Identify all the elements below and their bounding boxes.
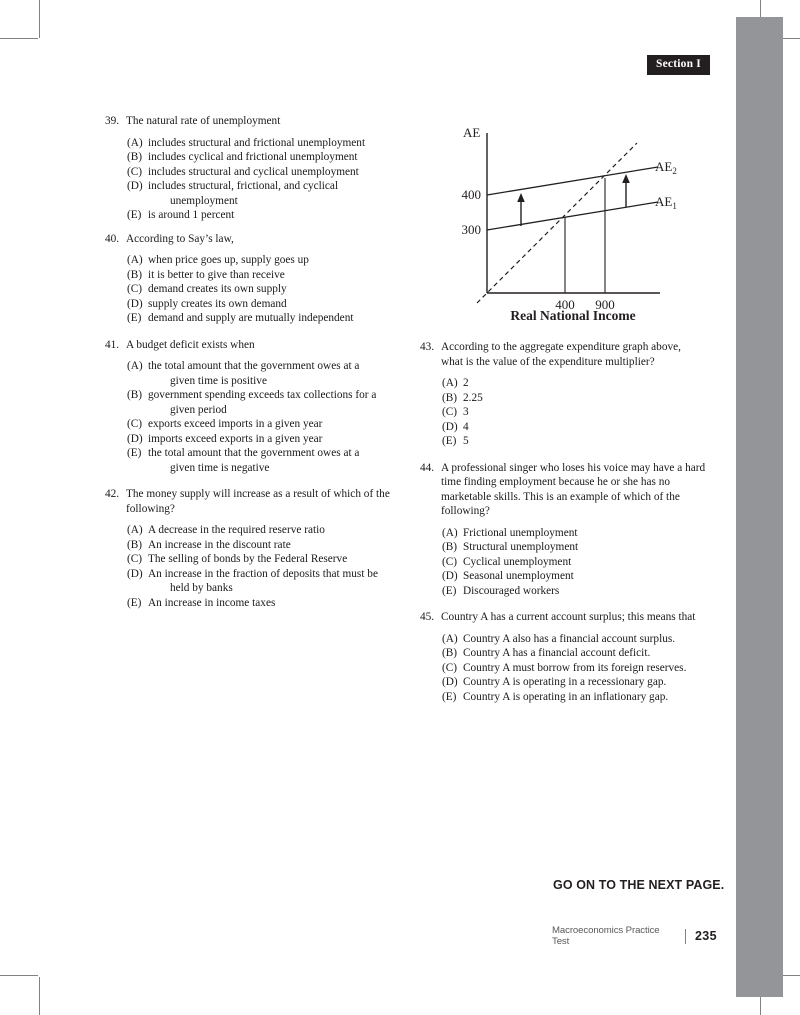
choice-letter: (C)	[442, 406, 458, 419]
choice-text: Discouraged workers	[463, 584, 560, 597]
choice-continuation: given time is negative	[170, 461, 270, 474]
choice-a[interactable]	[105, 523, 405, 538]
choice-b[interactable]	[420, 391, 720, 406]
choice-text: An increase in the fraction of deposits that must be held by banks	[148, 567, 405, 596]
question-number: 44.	[420, 461, 435, 474]
choice-letter: (B)	[127, 538, 143, 551]
chart-y-axis-label: AE	[463, 125, 481, 140]
choice-letter: (B)	[442, 647, 458, 660]
choice-text: demand and supply are mutually independent	[148, 312, 354, 325]
choice-c[interactable]	[420, 661, 720, 676]
choice-list	[420, 526, 720, 599]
crop-mark-bottom-left-vertical	[39, 977, 40, 1015]
question-stem	[420, 340, 720, 369]
question-43	[420, 340, 720, 449]
choice-letter: (C)	[127, 418, 143, 431]
choice-letter: (E)	[442, 690, 457, 703]
choice-e[interactable]	[420, 434, 720, 449]
choice-letter: (E)	[127, 209, 142, 222]
choice-text: Frictional unemployment	[463, 526, 578, 539]
choice-d[interactable]	[105, 297, 405, 312]
crop-mark-top-left-horizontal	[0, 38, 38, 39]
choice-d[interactable]	[105, 567, 405, 596]
choice-text: Country A is operating in an inflationary gap.	[463, 690, 669, 703]
choice-letter: (C)	[442, 661, 458, 674]
question-stem	[105, 338, 405, 353]
chart-shift-arrow-right	[622, 174, 630, 207]
choice-text: An increase in income taxes	[148, 596, 276, 609]
footer-test-name: Macroeconomics Practice Test	[552, 925, 660, 947]
chart-series-label-ae1: $AE_1$	[655, 194, 677, 211]
choice-letter: (C)	[127, 283, 143, 296]
choice-c[interactable]	[105, 552, 405, 567]
choice-b[interactable]	[105, 150, 405, 165]
choice-b[interactable]	[105, 388, 405, 417]
choice-text: 4	[463, 420, 469, 433]
question-40	[105, 232, 405, 326]
question-stem	[105, 114, 405, 129]
choice-b[interactable]	[420, 646, 720, 661]
question-text: According to the aggregate expenditure graph above, what is the value of the expenditure multiplier?	[441, 341, 681, 368]
choice-list	[105, 523, 405, 610]
choice-letter: (B)	[127, 151, 143, 164]
choice-text: includes structural, frictional, and cyclical unemployment	[148, 179, 405, 208]
choice-letter: (A)	[442, 526, 458, 539]
question-number: 39.	[105, 115, 120, 127]
choice-text: exports exceed imports in a given year	[148, 418, 323, 431]
choice-list	[420, 632, 720, 705]
chart-shift-arrow-left	[517, 193, 525, 226]
choice-d[interactable]	[420, 569, 720, 584]
left-question-column	[105, 114, 405, 619]
choice-text: Cyclical unemployment	[463, 555, 572, 568]
choice-letter: (B)	[442, 541, 458, 554]
choice-letter: (D)	[127, 432, 143, 445]
question-number: 45.	[420, 611, 435, 624]
question-text: A professional singer who loses his voice may have a hard time finding employment because he or she has no marketable skills. This is an example of which of the following?	[441, 461, 706, 518]
choice-text: 5	[463, 435, 469, 448]
chart-xtick-900: 900	[595, 297, 615, 312]
choice-c[interactable]	[105, 165, 405, 180]
choice-b[interactable]	[420, 540, 720, 555]
choice-c[interactable]	[420, 555, 720, 570]
choice-a[interactable]	[420, 376, 720, 391]
choice-letter: (C)	[442, 555, 458, 568]
choice-text: when price goes up, supply goes up	[148, 254, 309, 267]
chart-series-ae2	[487, 167, 658, 195]
choice-e[interactable]	[420, 584, 720, 599]
choice-c[interactable]	[105, 417, 405, 432]
right-question-column	[420, 340, 720, 713]
choice-letter: (A)	[127, 136, 143, 149]
choice-text: supply creates its own demand	[148, 297, 287, 310]
choice-letter: (C)	[127, 553, 143, 566]
choice-text: government spending exceeds tax collections for a given period	[148, 388, 405, 417]
choice-letter: (E)	[442, 435, 457, 448]
choice-letter: (D)	[442, 676, 458, 689]
chart-series-label-ae2: $AE_2$	[655, 159, 677, 176]
choice-a[interactable]	[105, 253, 405, 268]
question-number: 42.	[105, 488, 120, 501]
choice-letter: (A)	[127, 524, 143, 537]
question-text: A budget deficit exists when	[126, 338, 255, 351]
choice-letter: (A)	[442, 632, 458, 645]
choice-text: includes cyclical and frictional unemployment	[148, 151, 358, 164]
choice-text: includes structural and frictional unemployment	[148, 136, 366, 149]
question-text: The natural rate of unemployment	[126, 115, 281, 127]
choice-letter: (B)	[127, 389, 143, 402]
page-edge-gray-bar	[736, 17, 783, 997]
choice-text: A decrease in the required reserve ratio	[148, 524, 325, 537]
choice-text: Country A is operating in a recessionary gap.	[463, 676, 667, 689]
choice-letter: (E)	[127, 596, 142, 609]
choice-letter: (E)	[127, 447, 142, 460]
choice-text: Structural unemployment	[463, 541, 579, 554]
choice-e[interactable]	[105, 446, 405, 475]
choice-text: The selling of bonds by the Federal Reserve	[148, 553, 348, 566]
choice-text: 3	[463, 406, 469, 419]
choice-text: the total amount that the government owes at a given time is negative	[148, 446, 405, 475]
choice-letter: (A)	[127, 360, 143, 373]
choice-letter: (E)	[442, 584, 457, 597]
choice-c[interactable]	[420, 405, 720, 420]
question-number: 43.	[420, 341, 435, 353]
choice-b[interactable]	[105, 538, 405, 553]
choice-letter: (E)	[127, 312, 142, 325]
choice-text: 2	[463, 377, 469, 390]
choice-a[interactable]	[105, 359, 405, 388]
choice-letter: (D)	[127, 297, 143, 310]
page-footer	[552, 925, 717, 947]
choice-letter: (D)	[127, 180, 143, 193]
choice-list	[105, 136, 405, 223]
choice-text: imports exceed exports in a given year	[148, 432, 323, 445]
choice-d[interactable]	[420, 420, 720, 435]
choice-text: is around 1 percent	[148, 209, 235, 222]
choice-continuation: unemployment	[170, 194, 238, 207]
chart-ytick-400: 400	[461, 187, 481, 202]
question-text: According to Say’s law,	[126, 232, 234, 245]
choice-b[interactable]	[105, 268, 405, 283]
choice-continuation: given period	[170, 403, 227, 416]
chart-series-ae1	[487, 202, 658, 230]
footer-divider	[685, 929, 686, 944]
choice-a[interactable]	[420, 526, 720, 541]
choice-text: Country A has a financial account deficit.	[463, 647, 651, 660]
question-number: 41.	[105, 338, 120, 351]
chart-45-degree-line	[477, 143, 637, 303]
choice-d[interactable]	[420, 675, 720, 690]
choice-text: demand creates its own supply	[148, 283, 287, 296]
question-stem	[420, 461, 720, 519]
choice-letter: (B)	[442, 391, 458, 404]
choice-letter: (D)	[442, 570, 458, 583]
chart-xtick-400: 400	[555, 297, 575, 312]
chart-x-axis-label: Real National Income	[510, 308, 636, 320]
choice-text: 2.25	[463, 391, 483, 404]
choice-list	[420, 376, 720, 449]
choice-e[interactable]	[420, 690, 720, 705]
question-44	[420, 461, 720, 599]
choice-d[interactable]	[105, 432, 405, 447]
question-41	[105, 338, 405, 476]
choice-d[interactable]	[105, 179, 405, 208]
choice-text: Country A must borrow from its foreign reserves.	[463, 661, 687, 674]
choice-c[interactable]	[105, 282, 405, 297]
choice-text: includes structural and cyclical unemployment	[148, 165, 359, 178]
choice-text: Seasonal unemployment	[463, 570, 574, 583]
choice-letter: (C)	[127, 165, 143, 178]
choice-letter: (B)	[127, 268, 143, 281]
choice-a[interactable]	[105, 136, 405, 151]
choice-a[interactable]	[420, 632, 720, 647]
chart-ytick-300: 300	[461, 222, 481, 237]
crop-mark-bottom-left-horizontal	[0, 975, 38, 976]
choice-text: the total amount that the government owes at a given time is positive	[148, 359, 405, 388]
choice-e[interactable]	[105, 311, 405, 326]
aggregate-expenditure-chart	[455, 120, 705, 320]
choice-text: An increase in the discount rate	[148, 538, 291, 551]
choice-letter: (A)	[127, 254, 143, 267]
go-on-notice: GO ON TO THE NEXT PAGE.	[553, 878, 725, 892]
crop-mark-top-left-vertical	[39, 0, 40, 38]
question-45	[420, 610, 720, 704]
choice-list	[105, 253, 405, 326]
choice-letter: (D)	[127, 567, 143, 580]
choice-letter: (D)	[442, 420, 458, 433]
choice-e[interactable]	[105, 208, 405, 223]
question-42	[105, 487, 405, 610]
question-text: Country A has a current account surplus; this means that	[441, 611, 696, 624]
page-number: 235	[694, 929, 717, 943]
question-stem	[105, 232, 405, 247]
question-text: The money supply will increase as a result of which of the following?	[126, 488, 390, 515]
choice-letter: (A)	[442, 377, 458, 390]
question-stem	[420, 610, 720, 625]
question-stem	[105, 487, 405, 516]
choice-text: Country A also has a financial account surplus.	[463, 632, 676, 645]
choice-text: it is better to give than receive	[148, 268, 285, 281]
choice-e[interactable]	[105, 596, 405, 611]
section-badge: Section I	[647, 55, 710, 75]
choice-continuation: held by banks	[170, 582, 233, 595]
question-number: 40.	[105, 232, 120, 245]
choice-list	[105, 359, 405, 475]
choice-continuation: given time is positive	[170, 374, 267, 387]
question-39	[105, 114, 405, 223]
